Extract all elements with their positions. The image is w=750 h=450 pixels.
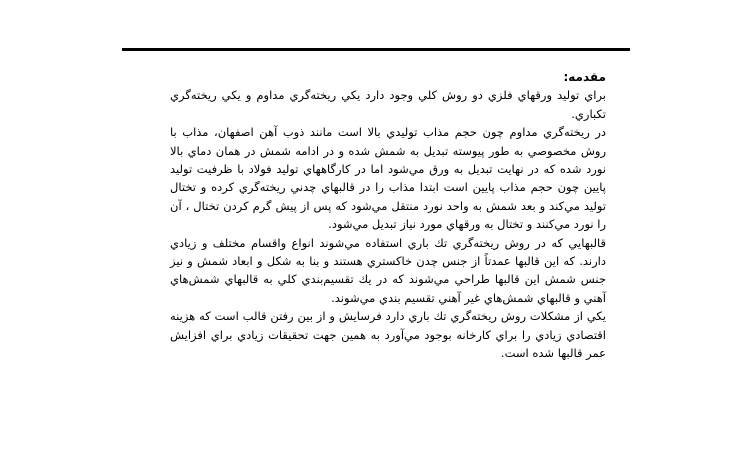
- paragraph-problems: يكي از مشكلات روش ريخته‌گري تك باري دارد فرسايش و از بين رفتن قالب است كه هزينه اقتصادي زيادي را براي كارخانه بوجود مي‌آورد به همين جهت تحقيقات زيادي براي افزايش عمر قالبها شده است.: [170, 309, 606, 361]
- paragraph-molds: قالبهايي كه در روش ريخته‌گري تك باري استفاده مي‌شوند انواع واقسام مختلف و زيادي دارند. كه اين قالبها عمدتاً از جنس چدن خاكستري هستند و بنا به شكل و ابعاد شمش و نيز جنس شمش اين قالبها طراحي مي‌شوند كه در يك تقسيم‌بندي كلي به قالبهاي شمش‌هاي آهني و قالبهاي شمش‌هاي غير آهني تقسيم بندي مي‌شوند.: [170, 235, 606, 305]
- document-body: [170, 68, 606, 362]
- paragraph-intro: براي توليد ورقهاي فلزي دو روش كلي وجود دارد يكي ريخته‌گري مداوم و يكي ريخته‌گري تكباري.: [170, 88, 606, 121]
- section-heading: مقدمه:: [563, 70, 606, 84]
- top-horizontal-rule: [122, 48, 630, 51]
- paragraph-continuous-casting: در ريخته‌گري مداوم چون حجم مذاب توليدي بالا است مانند ذوب آهن اصفهان، مذاب با روش مخصوصي به طور پيوسته تبديل به شمش شده و در ادامه شمش در همان دماي بالا نورد شده كه در نهايت تبديل به ورق مي‌شود اما در كارگاههاي توليد فولاد با ظرفيت توليد پايين چون حجم مذاب پايين است ابتدا مذاب را در قالبهاي چدني ريخته‌گري كرده و تختال توليد مي‌كند و بعد شمش به واحد نورد منتقل مي‌شود كه پس از پيش گرم كردن تختال ، آن را نورد مي‌كنند و تختال به ورقهاي مورد نياز تبديل مي‌شود.: [170, 125, 606, 232]
